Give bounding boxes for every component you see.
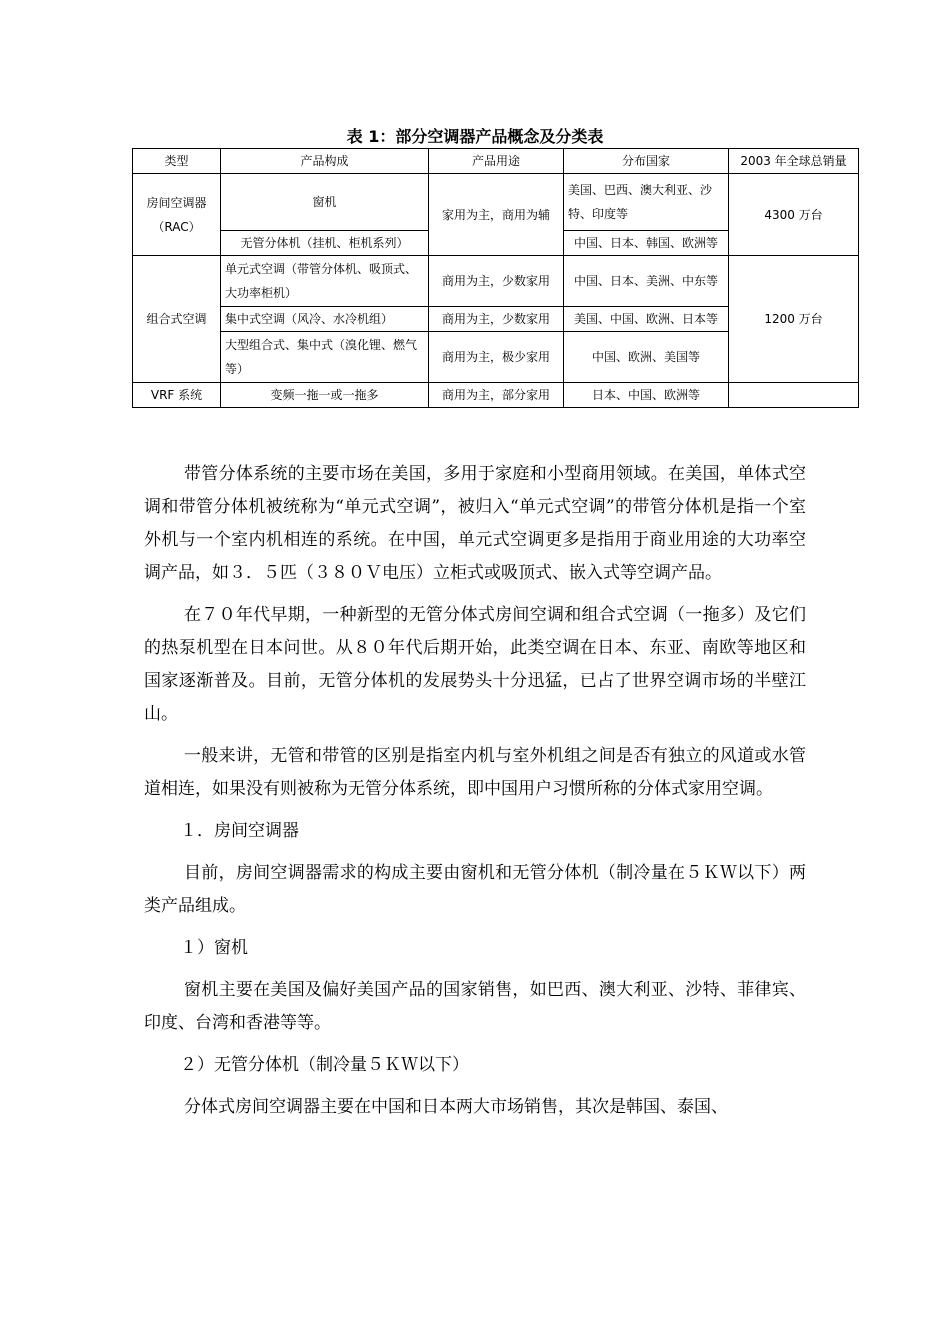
header-type: 类型 bbox=[133, 149, 221, 174]
header-product: 产品构成 bbox=[221, 149, 429, 174]
cell-country: 中国、欧洲、美国等 bbox=[564, 332, 729, 383]
cell-country: 中国、日本、韩国、欧洲等 bbox=[564, 231, 729, 256]
paragraph: 带管分体系统的主要市场在美国，多用于家庭和小型商用领域。在美国，单体式空调和带管分体机被统称为“单元式空调”，被归入“单元式空调”的带管分体机是指一个室外机与一个室内机相连的系统。在中国，单元式空调更多是指用于商业用途的大功率空调产品，如３．５匹（３８０Ｖ电压）立柜式或吸顶式、嵌入式等空调产品。 bbox=[144, 464, 806, 583]
cell-product: 窗机 bbox=[221, 174, 429, 231]
cell-sales: 1200 万台 bbox=[729, 256, 859, 383]
subsection-heading: ２）无管分体机（制冷量５ＫＷ以下） bbox=[180, 1055, 469, 1075]
header-usage: 产品用途 bbox=[429, 149, 564, 174]
section-heading: １．房间空调器 bbox=[180, 821, 299, 841]
cell-type: 组合式空调 bbox=[133, 256, 221, 383]
cell-product: 变频一拖一或一拖多 bbox=[221, 383, 429, 408]
cell-product: 无管分体机（挂机、柜机系列） bbox=[221, 231, 429, 256]
table-caption: 表 1：部分空调器产品概念及分类表 bbox=[346, 127, 604, 146]
paragraph: 在７０年代早期，一种新型的无管分体式房间空调和组合式空调（一拖多）及它们的热泵机型在日本问世。从８０年代后期开始，此类空调在日本、东亚、南欧等地区和国家逐渐普及。目前，无管分体机的发展势头十分迅猛，已占了世界空调市场的半壁江山。 bbox=[144, 605, 806, 724]
cell-product: 单元式空调（带管分体机、吸顶式、大功率柜机） bbox=[221, 256, 429, 307]
cell-type: VRF 系统 bbox=[133, 383, 221, 408]
paragraph: 一般来讲，无管和带管的区别是指室内机与室外机组之间是否有独立的风道或水管道相连，如果没有则被称为无管分体系统，即中国用户习惯所称的分体式家用空调。 bbox=[144, 746, 806, 799]
cell-sales: 4300 万台 bbox=[729, 174, 859, 256]
body-text bbox=[144, 458, 806, 1133]
cell-type: 房间空调器（RAC） bbox=[133, 174, 221, 256]
paragraph: 目前，房间空调器需求的构成主要由窗机和无管分体机（制冷量在５ＫＷ以下）两类产品组成。 bbox=[144, 863, 806, 916]
classification-table bbox=[132, 148, 859, 408]
cell-usage: 商用为主，部分家用 bbox=[429, 383, 564, 408]
cell-usage: 商用为主，极少家用 bbox=[429, 332, 564, 383]
cell-usage: 家用为主，商用为辅 bbox=[429, 174, 564, 256]
cell-country: 中国、日本、美洲、中东等 bbox=[564, 256, 729, 307]
cell-product: 集中式空调（风冷、水冷机组） bbox=[221, 307, 429, 332]
paragraph: 窗机主要在美国及偏好美国产品的国家销售，如巴西、澳大利亚、沙特、菲律宾、印度、台湾和香港等等。 bbox=[144, 980, 806, 1033]
table-header-row bbox=[133, 149, 859, 174]
table-row bbox=[133, 383, 859, 408]
table-row bbox=[133, 256, 859, 307]
cell-country: 美国、中国、欧洲、日本等 bbox=[564, 307, 729, 332]
header-country: 分布国家 bbox=[564, 149, 729, 174]
cell-product: 大型组合式、集中式（溴化锂、燃气等） bbox=[221, 332, 429, 383]
subsection-heading: １）窗机 bbox=[180, 938, 248, 958]
cell-country: 美国、巴西、澳大利亚、沙特、印度等 bbox=[564, 174, 729, 231]
header-sales: 2003 年全球总销量 bbox=[729, 149, 859, 174]
paragraph: 分体式房间空调器主要在中国和日本两大市场销售，其次是韩国、泰国、 bbox=[184, 1097, 728, 1117]
table-row bbox=[133, 174, 859, 231]
cell-usage: 商用为主，少数家用 bbox=[429, 307, 564, 332]
cell-usage: 商用为主，少数家用 bbox=[429, 256, 564, 307]
cell-country: 日本、中国、欧洲等 bbox=[564, 383, 729, 408]
cell-sales bbox=[729, 383, 859, 408]
